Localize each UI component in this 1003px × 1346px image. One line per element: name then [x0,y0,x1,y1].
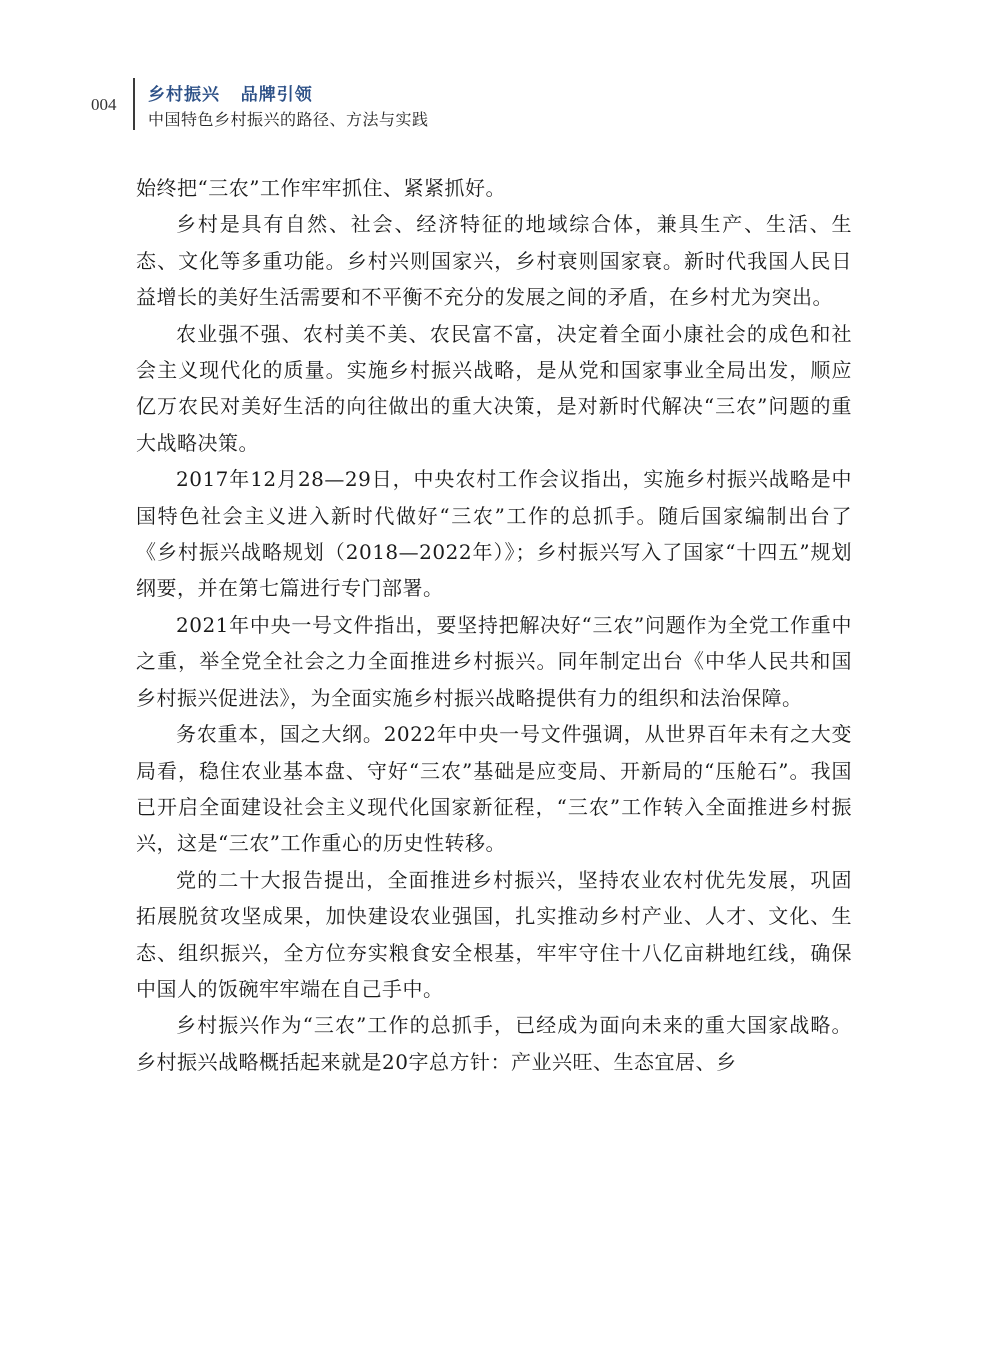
paragraph: 2017年12月28—29日，中央农村工作会议指出，实施乡村振兴战略是中国特色社会主义进入新时代做好“三农”工作的总抓手。随后国家编制出台了《乡村振兴战略规划（2018—2022年）》；乡村振兴写入了国家“十四五”规划纲要，并在第七篇进行专门部署。 [136,467,852,601]
paragraph-continuation: 始终把“三农”工作牢牢抓住、紧紧抓好。 [136,176,506,200]
paragraph: 农业强不强、农村美不美、农民富不富，决定着全面小康社会的成色和社会主义现代化的质量。实施乡村振兴战略，是从党和国家事业全局出发，顺应亿万农民对美好生活的向往做出的重大决策，是对新时代解决“三农”问题的重大战略决策。 [136,321,852,455]
page-number: 004 [91,95,117,114]
paragraph: 乡村是具有自然、社会、经济特征的地域综合体，兼具生产、生活、生态、文化等多重功能。乡村兴则国家兴，乡村衰则国家衰。新时代我国人民日益增长的美好生活需要和不平衡不充分的发展之间的矛盾，在乡村尤为突出。 [136,212,852,310]
paragraph: 务农重本，国之大纲。2022年中央一号文件强调，从世界百年未有之大变局看，稳住农业基本盘、守好“三农”基础是应变局、开新局的“压舱石”。我国已开启全面建设社会主义现代化国家新征程，“三农”工作转入全面推进乡村振兴，这是“三农”工作重心的历史性转移。 [136,722,852,856]
paragraph: 党的二十大报告提出，全面推进乡村振兴，坚持农业农村优先发展，巩固拓展脱贫攻坚成果，加快建设农业强国，扎实推动乡村产业、人才、文化、生态、组织振兴，全方位夯实粮食安全根基，牢牢守住十八亿亩耕地红线，确保中国人的饭碗牢牢端在自己手中。 [136,867,852,1001]
paragraph: 2021年中央一号文件指出，要坚持把解决好“三农”问题作为全党工作重中之重，举全党全社会之力全面推进乡村振兴。同年制定出台《中华人民共和国乡村振兴促进法》，为全面实施乡村振兴战略提供有力的组织和法治保障。 [136,612,852,710]
series-title: 乡村振兴 品牌引领 [148,85,313,105]
running-header [0,78,1003,138]
header-divider [133,78,135,130]
book-subtitle: 中国特色乡村振兴的路径、方法与实践 [148,110,429,129]
body-text [136,170,852,1080]
paragraph: 乡村振兴作为“三农”工作的总抓手，已经成为面向未来的重大国家战略。乡村振兴战略概括起来就是20字总方针：产业兴旺、生态宜居、乡 [136,1013,852,1074]
